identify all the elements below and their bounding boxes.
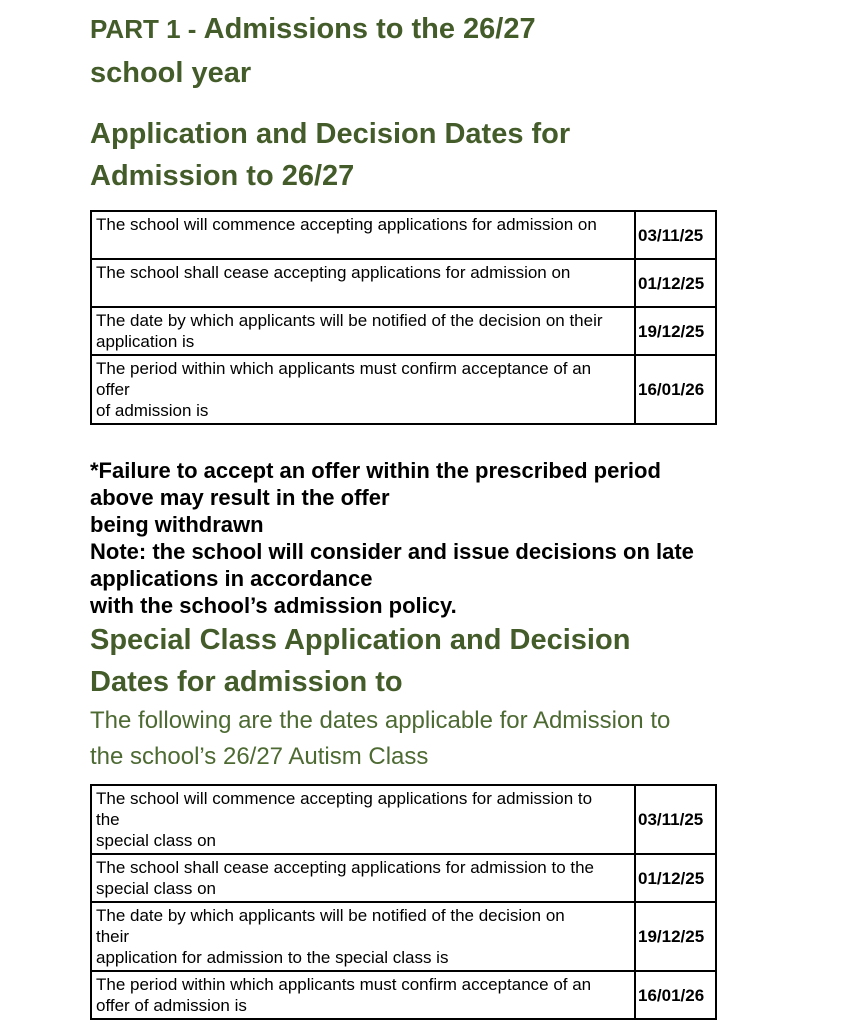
table-row xyxy=(91,355,716,424)
row-label: The school will commence accepting applications for admission on xyxy=(91,211,635,259)
table-row xyxy=(91,211,716,259)
row-label: The school will commence accepting applications for admission to the special class on xyxy=(91,785,635,854)
note-paragraph: *Failure to accept an offer within the prescribed period above may result in the offer being withdrawn Note: the school will consider and issue decisions on late applications in accordance with the school’s admission policy. xyxy=(90,458,694,619)
special-class-subtitle: The following are the dates applicable for Admission to the school’s 26/27 Autism Class xyxy=(90,707,671,771)
table-row xyxy=(91,307,716,355)
page-title-text: Admissions to the 26/27 school year xyxy=(90,13,536,89)
admission-dates-table xyxy=(90,210,717,425)
row-label: The period within which applicants must confirm acceptance of an offer of admission is xyxy=(91,355,635,424)
section-heading-special-class: Special Class Application and Decision Dates for admission to xyxy=(90,624,631,699)
row-date: 16/01/26 xyxy=(635,355,716,424)
row-label: The school shall cease accepting applications for admission on xyxy=(91,259,635,307)
row-date: 03/11/25 xyxy=(635,785,716,854)
table-row xyxy=(91,854,716,902)
table-row xyxy=(91,971,716,1019)
table-row xyxy=(91,259,716,307)
row-date: 19/12/25 xyxy=(635,902,716,971)
row-label: The school shall cease accepting applications for admission to the special class on xyxy=(91,854,635,902)
row-date: 16/01/26 xyxy=(635,971,716,1019)
row-label: The date by which applicants will be notified of the decision on their application for admission to the special class is xyxy=(91,902,635,971)
row-date: 01/12/25 xyxy=(635,259,716,307)
row-date: 01/12/25 xyxy=(635,854,716,902)
page-title xyxy=(90,8,800,95)
table-row xyxy=(91,785,716,854)
section-heading-application-dates: Application and Decision Dates for Admission to 26/27 xyxy=(90,118,571,193)
row-date: 19/12/25 xyxy=(635,307,716,355)
row-label: The date by which applicants will be notified of the decision on their application is xyxy=(91,307,635,355)
part-label: PART 1 - xyxy=(90,14,204,44)
row-date: 03/11/25 xyxy=(635,211,716,259)
special-class-dates-table xyxy=(90,784,717,1020)
table-row xyxy=(91,902,716,971)
row-label: The period within which applicants must confirm acceptance of an offer of admission is xyxy=(91,971,635,1019)
